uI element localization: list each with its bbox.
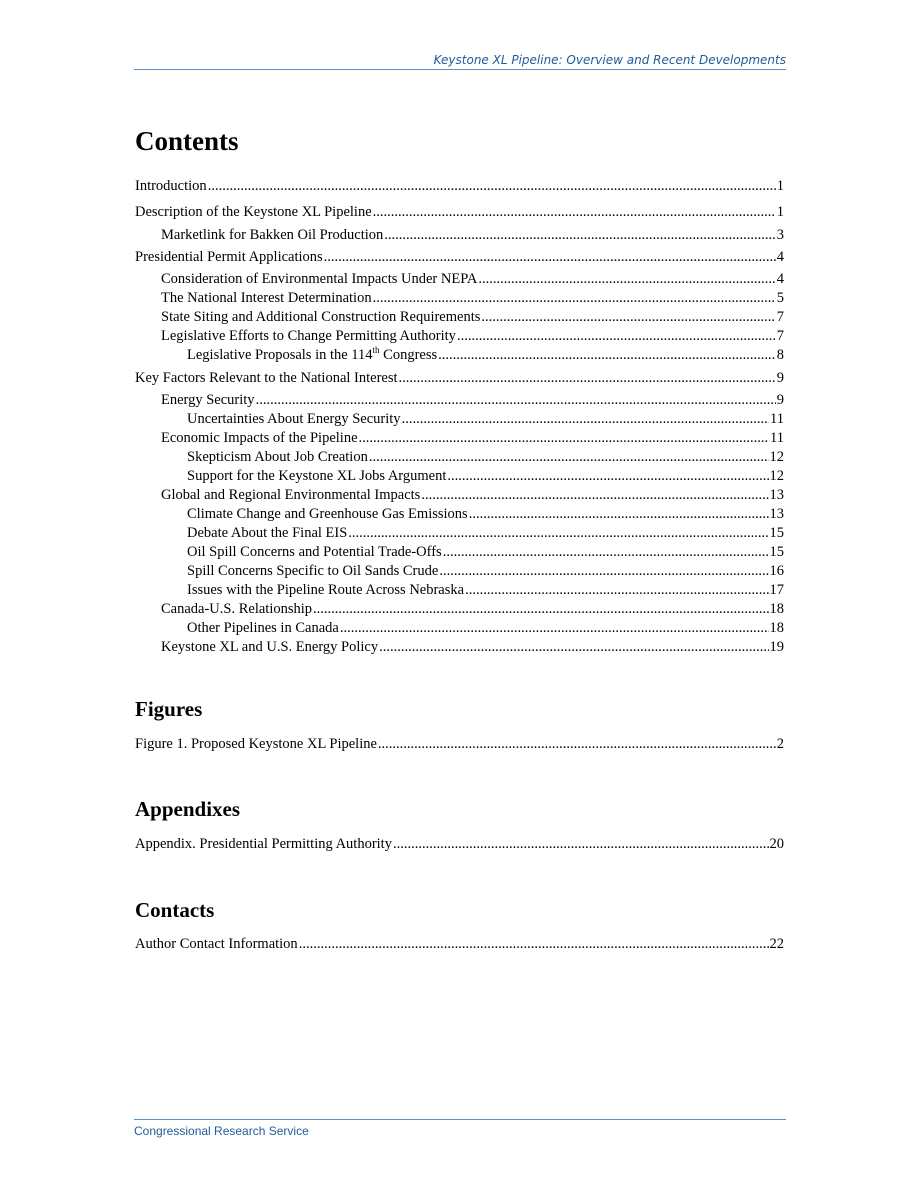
- toc-entry-label: Skepticism About Job Creation: [187, 449, 368, 465]
- toc-entry-skepticism[interactable]: [187, 448, 784, 467]
- toc-page-number: 11: [770, 430, 784, 446]
- toc-entry-nepa[interactable]: [161, 270, 784, 289]
- toc-entry-presidential-permit[interactable]: [135, 248, 784, 267]
- toc-page-number: 12: [769, 449, 784, 465]
- toc-entry-introduction[interactable]: [135, 177, 784, 196]
- toc-entry-support-jobs[interactable]: [187, 467, 784, 486]
- toc-entry-label: Legislative Proposals in the 114th Congress: [187, 345, 438, 363]
- toc-entry-label: Support for the Keystone XL Jobs Argument: [187, 468, 447, 484]
- running-header: Keystone XL Pipeline: Overview and Recent Developments: [134, 53, 786, 70]
- toc-page-number: 20: [769, 836, 784, 852]
- toc-entry-energy-policy[interactable]: [161, 638, 784, 657]
- toc-entry-label: Economic Impacts of the Pipeline: [161, 430, 358, 446]
- toc-entry-canada-us[interactable]: [161, 600, 784, 619]
- toc-page-number: 9: [776, 370, 784, 386]
- contacts-heading: Contacts: [135, 898, 215, 922]
- toc-entry-label: Oil Spill Concerns and Potential Trade-Offs: [187, 544, 442, 560]
- toc-entry-national-interest[interactable]: [161, 289, 784, 308]
- toc-entry-energy-security[interactable]: [161, 391, 784, 410]
- appendixes-heading: Appendixes: [135, 797, 241, 821]
- toc-entry-label: Introduction: [135, 178, 207, 194]
- toc-entry-label: Debate About the Final EIS: [187, 525, 348, 541]
- toc-page-number: 7: [776, 309, 784, 325]
- toc-page-number: 16: [769, 563, 784, 579]
- toc-entry-label: Description of the Keystone XL Pipeline: [135, 204, 372, 220]
- toc-entry-spill-oil-sands[interactable]: [187, 562, 784, 581]
- toc-entry-label: Appendix. Presidential Permitting Authority: [135, 836, 392, 852]
- toc-page-number: 4: [776, 271, 784, 287]
- toc-entry-label: State Siting and Additional Construction Requirements: [161, 309, 481, 325]
- toc-page-number: 3: [776, 227, 784, 243]
- figures-heading: Figures: [135, 697, 203, 721]
- toc-entry-appendix[interactable]: [135, 835, 784, 854]
- toc-page-number: 5: [776, 290, 784, 306]
- toc-page-number: 17: [769, 582, 784, 598]
- toc-entry-label: Key Factors Relevant to the National Interest: [135, 370, 398, 386]
- toc-page-number: 9: [776, 392, 784, 408]
- toc-entry-label: Keystone XL and U.S. Energy Policy: [161, 639, 379, 655]
- toc-entry-label: Canada-U.S. Relationship: [161, 601, 313, 617]
- toc-entry-marketlink[interactable]: [161, 226, 784, 245]
- toc-page-number: 2: [776, 736, 784, 752]
- toc-page-number: 18: [769, 601, 784, 617]
- page-footer: Congressional Research Service: [134, 1119, 786, 1138]
- toc-page-number: 7: [776, 328, 784, 344]
- toc-page-number: 11: [770, 411, 784, 427]
- toc-page-number: 12: [769, 468, 784, 484]
- toc-entry-legislative-proposals[interactable]: [187, 346, 784, 365]
- toc-entry-label: Global and Regional Environmental Impacts: [161, 487, 421, 503]
- toc-entry-nebraska-route[interactable]: [187, 581, 784, 600]
- toc-entry-other-pipelines[interactable]: [187, 619, 784, 638]
- contents-heading: Contents: [135, 126, 239, 156]
- toc-entry-key-factors[interactable]: [135, 369, 784, 388]
- toc-page-number: 13: [769, 506, 784, 522]
- toc-entry-label: Marketlink for Bakken Oil Production: [161, 227, 384, 243]
- toc-page-number: 22: [769, 936, 784, 952]
- toc-entry-label: The National Interest Determination: [161, 290, 372, 306]
- toc-page-number: 1: [776, 204, 784, 220]
- toc-entry-label: Figure 1. Proposed Keystone XL Pipeline: [135, 736, 377, 752]
- toc-page-number: 19: [769, 639, 784, 655]
- toc-entry-final-eis[interactable]: [187, 524, 784, 543]
- toc-entry-legislative-efforts[interactable]: [161, 327, 784, 346]
- toc-entry-uncertainties[interactable]: [187, 410, 784, 429]
- toc-entry-label: Author Contact Information: [135, 936, 298, 952]
- toc-entry-label: Consideration of Environmental Impacts Under NEPA: [161, 271, 478, 287]
- toc-page-number: 15: [769, 525, 784, 541]
- toc-entry-label: Presidential Permit Applications: [135, 249, 323, 265]
- toc-entry-label: Climate Change and Greenhouse Gas Emissions: [187, 506, 468, 522]
- toc-entry-environmental-impacts[interactable]: [161, 486, 784, 505]
- toc-page-number: 18: [769, 620, 784, 636]
- toc-entry-label: Energy Security: [161, 392, 255, 408]
- toc-entry-figure-1[interactable]: [135, 735, 784, 754]
- toc-page-number: 4: [776, 249, 784, 265]
- toc-entry-label: Other Pipelines in Canada: [187, 620, 339, 636]
- toc-entry-state-siting[interactable]: [161, 308, 784, 327]
- toc-entry-label: Legislative Efforts to Change Permitting Authority: [161, 328, 456, 344]
- toc-entry-oil-spill[interactable]: [187, 543, 784, 562]
- toc-entry-economic-impacts[interactable]: [161, 429, 784, 448]
- toc-entry-climate-change[interactable]: [187, 505, 784, 524]
- toc-entry-label: Uncertainties About Energy Security: [187, 411, 401, 427]
- toc-entry-label: Spill Concerns Specific to Oil Sands Crude: [187, 563, 439, 579]
- toc-page-number: 8: [776, 347, 784, 363]
- toc-page-number: 15: [769, 544, 784, 560]
- toc-entry-author-contact[interactable]: [135, 935, 784, 954]
- toc-entry-description[interactable]: [135, 203, 784, 222]
- toc-page-number: 1: [776, 178, 784, 194]
- toc-page-number: 13: [769, 487, 784, 503]
- toc-entry-label: Issues with the Pipeline Route Across Nebraska: [187, 582, 465, 598]
